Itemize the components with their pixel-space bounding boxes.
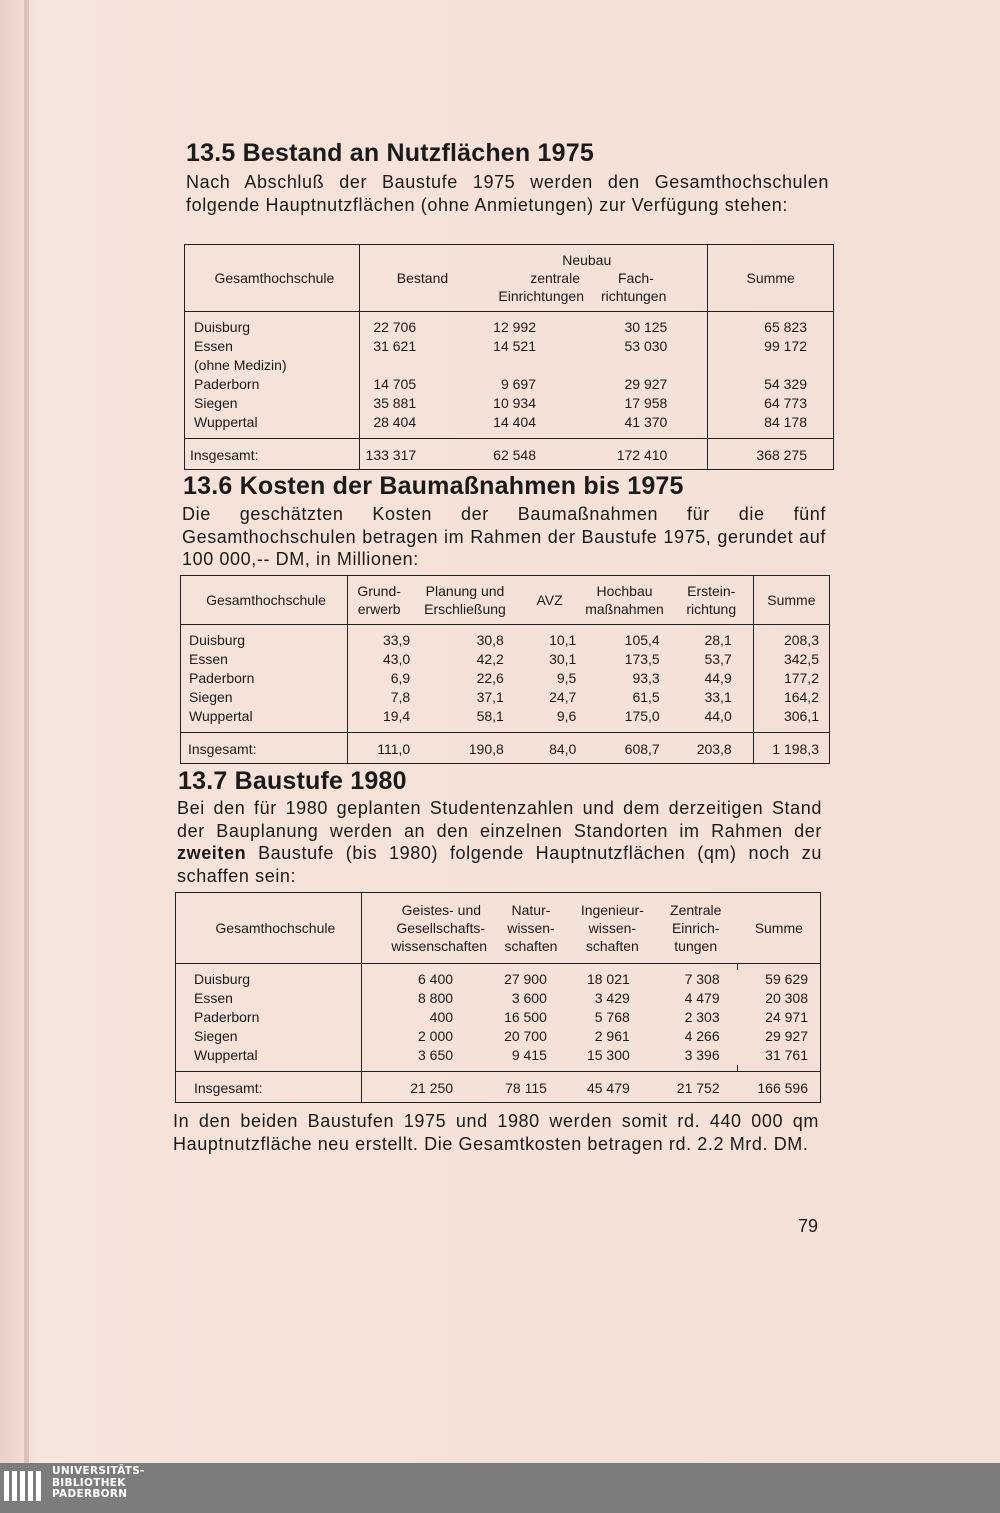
cell-hochbau: 173,5 <box>624 651 660 667</box>
cell-summe: 84 178 <box>708 413 834 432</box>
col-ersteinrichtung-line2: richtung <box>670 600 754 625</box>
col-summe: Summe <box>708 245 834 312</box>
cell-planung: 30,8 <box>476 632 504 648</box>
intro-bold-zweiten: zweiten <box>177 843 247 863</box>
cell-gesamthochschule: Siegen <box>194 1028 238 1044</box>
library-line1: UNIVERSITÄTS- <box>52 1465 145 1477</box>
cell-avz: 9,6 <box>556 708 577 724</box>
cell-avz: 24,7 <box>549 689 577 705</box>
col-zentrale-line2: Einrich- <box>671 920 720 936</box>
total-label: Insgesamt: <box>185 439 360 470</box>
cell-hochbau: 175,0 <box>624 708 660 724</box>
cell-fach: 53 030 <box>624 338 668 354</box>
cell-grunderwerb: 6,9 <box>348 669 411 688</box>
col-planung-line2: Erschließung <box>410 600 520 625</box>
cell-gesamthochschule: Wuppertal <box>194 414 258 430</box>
cell-gesamthochschule: Essen <box>194 338 233 354</box>
cell-grunderwerb: 7,8 <box>348 688 411 707</box>
total-hoch: 608,7 <box>579 733 669 764</box>
table-row <box>181 669 830 688</box>
cell-ingenieur: 2 961 <box>594 1028 630 1044</box>
cell-summe: 99 172 <box>708 337 834 356</box>
col-gesamthochschule: Gesamthochschule <box>181 576 348 625</box>
library-line3: PADERBORN <box>52 1488 128 1500</box>
cell-summe: 177,2 <box>753 669 829 688</box>
cell-ingenieur: 15 300 <box>586 1047 630 1063</box>
total-ing: 45 479 <box>571 1072 654 1103</box>
table-row <box>176 1046 821 1065</box>
cell-natur: 3 600 <box>511 990 547 1006</box>
table-row <box>185 413 834 432</box>
cell-zentrale: 12 992 <box>493 319 536 335</box>
total-erst: 203,8 <box>670 733 754 764</box>
col-natur-line1: Natur- <box>511 902 551 918</box>
col-ersteinrichtung-line1: Erstein- <box>687 583 736 599</box>
col-geistes-line2: Gesellschafts- <box>361 919 491 937</box>
cell-ersteinrichtung: 44,9 <box>704 670 732 686</box>
table-row <box>181 650 830 669</box>
cell-zentrale: 9 697 <box>500 376 536 392</box>
total-zentrale: 62 548 <box>466 439 588 470</box>
cell-bestand <box>359 356 466 375</box>
section-13-5-intro: Nach Abschluß der Baustufe 1975 werden den Gesamthochschulen folgende Hauptnutzflächen (ohne Anmietungen) zur Verfügung stehen: <box>186 172 829 215</box>
col-ingenieur-line1: Ingenieur- <box>580 902 644 918</box>
cell-bestand: 14 705 <box>359 375 466 394</box>
cell-fach: 41 370 <box>624 414 668 430</box>
cell-summe: 31 761 <box>765 1047 808 1063</box>
cell-zentrale: 10 934 <box>493 395 536 411</box>
col-hochbau-line1: Hochbau <box>596 583 653 599</box>
col-hochbau-line2: maßnahmen <box>579 600 669 625</box>
total-avz: 84,0 <box>520 733 580 764</box>
cell-fach <box>588 356 708 375</box>
cell-zentrale: 4 266 <box>684 1028 720 1044</box>
cell-natur: 16 500 <box>504 1009 547 1025</box>
table-13-5-floor-space <box>184 244 834 470</box>
total-grund: 111,0 <box>348 733 411 764</box>
total-summe: 1 198,3 <box>753 733 829 764</box>
cell-ersteinrichtung: 44,0 <box>704 708 732 724</box>
cell-fach: 17 958 <box>624 395 668 411</box>
cell-ingenieur: 18 021 <box>586 971 630 987</box>
cell-summe: 20 308 <box>765 990 808 1006</box>
col-zentrale-line2: Einrichtungen <box>466 287 588 312</box>
total-summe: 166 596 <box>738 1072 821 1103</box>
table-row <box>185 356 834 375</box>
table-row <box>176 989 821 1008</box>
section-13-7-intro <box>177 797 822 887</box>
total-summe: 368 275 <box>708 439 834 470</box>
section-13-7-heading: 13.7 Baustufe 1980 <box>178 767 407 795</box>
cell-summe: 64 773 <box>708 394 834 413</box>
cell-summe: 164,2 <box>753 688 829 707</box>
total-bestand: 133 317 <box>359 439 466 470</box>
total-label: Insgesamt: <box>181 733 348 764</box>
cell-ersteinrichtung: 28,1 <box>704 632 732 648</box>
cell-summe <box>708 356 834 375</box>
col-avz: AVZ <box>520 576 580 625</box>
table-row <box>181 631 830 650</box>
table-total-row <box>176 1072 821 1103</box>
cell-gesamthochschule: Siegen <box>189 689 233 705</box>
cell-gesamthochschule: Essen <box>194 990 233 1006</box>
col-natur-line2: wissen- <box>507 920 555 936</box>
table-row <box>176 1008 821 1027</box>
col-zentrale-line3: tungen <box>654 937 738 964</box>
cell-gesamthochschule: Duisburg <box>194 971 251 987</box>
col-zentrale-line1: zentrale <box>530 270 580 286</box>
total-zent: 21 752 <box>654 1072 738 1103</box>
cell-geistes: 2 000 <box>361 1027 491 1046</box>
cell-zentrale: 14 521 <box>493 338 536 354</box>
col-gesamthochschule: Gesamthochschule <box>176 893 362 964</box>
cell-ingenieur: 3 429 <box>594 990 630 1006</box>
cell-summe: 208,3 <box>753 631 829 650</box>
cell-grunderwerb: 43,0 <box>348 650 411 669</box>
cell-bestand: 22 706 <box>359 318 466 337</box>
section-13-5-heading: 13.5 Bestand an Nutzflächen 1975 <box>186 139 594 167</box>
cell-bestand: 28 404 <box>359 413 466 432</box>
cell-summe: 65 823 <box>708 318 834 337</box>
cell-gesamthochschule: Paderborn <box>194 376 260 392</box>
cell-summe: 29 927 <box>765 1028 808 1044</box>
cell-summe: 59 629 <box>765 971 808 987</box>
section-13-6-intro: Die geschätzten Kosten der Baumaßnahmen für die fünf Gesamthochschulen betragen im Rahmen der Baustufe 1975, gerundet auf 100 000,-- DM, in Millionen: <box>182 504 826 569</box>
col-planung-line1: Planung und <box>425 583 505 599</box>
cell-zentrale: 3 396 <box>684 1047 720 1063</box>
cell-geistes: 400 <box>361 1008 491 1027</box>
total-plan: 190,8 <box>410 733 520 764</box>
col-geistes-line1: Geistes- und <box>361 893 491 920</box>
cell-gesamthochschule: (ohne Medizin) <box>194 357 287 373</box>
intro-part-b: Baustufe (bis 1980) folgende Hauptnutzflächen (qm) noch zu schaffen sein: <box>177 843 822 886</box>
cell-natur: 20 700 <box>504 1028 547 1044</box>
library-logo-text <box>52 1466 145 1501</box>
cell-ersteinrichtung: 33,1 <box>704 689 732 705</box>
cell-avz: 30,1 <box>549 651 577 667</box>
library-footer-bar <box>0 1463 1000 1513</box>
total-label: Insgesamt: <box>176 1072 362 1103</box>
cell-summe: 306,1 <box>753 707 829 726</box>
cell-grunderwerb: 19,4 <box>348 707 411 726</box>
cell-fach: 30 125 <box>624 319 668 335</box>
table-row <box>185 394 834 413</box>
col-grunderwerb-line2: erwerb <box>348 600 411 625</box>
cell-planung: 58,1 <box>476 708 504 724</box>
col-bestand: Bestand <box>359 245 466 312</box>
cell-natur: 27 900 <box>504 971 547 987</box>
page-gutter <box>24 0 29 1463</box>
total-natur: 78 115 <box>491 1072 571 1103</box>
cell-avz: 10,1 <box>549 632 577 648</box>
col-ingenieur-line3: schaften <box>571 937 654 964</box>
cell-avz: 9,5 <box>556 670 577 686</box>
cell-gesamthochschule: Paderborn <box>194 1009 260 1025</box>
cell-gesamthochschule: Essen <box>189 651 228 667</box>
cell-zentrale: 14 404 <box>493 414 536 430</box>
table-total-row <box>185 439 834 470</box>
col-fach-line1: Fach- <box>618 270 654 286</box>
cell-summe: 54 329 <box>708 375 834 394</box>
cell-geistes: 6 400 <box>361 970 491 989</box>
table-13-7-baustufe-1980 <box>175 892 821 1103</box>
cell-gesamthochschule: Duisburg <box>194 319 251 335</box>
col-fach-line2: richtungen <box>588 287 708 312</box>
col-neubau: Neubau <box>562 252 612 268</box>
cell-gesamthochschule: Wuppertal <box>189 708 253 724</box>
total-geist: 21 250 <box>361 1072 491 1103</box>
cell-geistes: 8 800 <box>361 989 491 1008</box>
col-summe: Summe <box>738 893 821 964</box>
cell-planung: 22,6 <box>476 670 504 686</box>
cell-fach: 29 927 <box>624 376 668 392</box>
col-grunderwerb-line1: Grund- <box>348 576 411 601</box>
table-row <box>185 375 834 394</box>
col-gesamthochschule: Gesamthochschule <box>185 245 360 312</box>
section-13-6-heading: 13.6 Kosten der Baumaßnahmen bis 1975 <box>183 472 684 500</box>
cell-zentrale: 2 303 <box>684 1009 720 1025</box>
cell-gesamthochschule: Wuppertal <box>194 1047 258 1063</box>
total-fach: 172 410 <box>588 439 708 470</box>
cell-zentrale: 7 308 <box>684 971 720 987</box>
col-summe: Summe <box>753 576 829 625</box>
cell-gesamthochschule: Duisburg <box>189 632 246 648</box>
cell-gesamthochschule: Siegen <box>194 395 238 411</box>
cell-zentrale: 4 479 <box>684 990 720 1006</box>
cell-natur: 9 415 <box>511 1047 547 1063</box>
cell-zentrale <box>466 356 588 375</box>
cell-summe: 342,5 <box>753 650 829 669</box>
col-geistes-line3: wissenschaften <box>361 937 491 964</box>
table-total-row <box>181 733 830 764</box>
table-row <box>176 1027 821 1046</box>
cell-planung: 42,2 <box>476 651 504 667</box>
cell-planung: 37,1 <box>476 689 504 705</box>
table-row <box>176 970 821 989</box>
cell-bestand: 31 621 <box>359 337 466 356</box>
cell-hochbau: 93,3 <box>632 670 660 686</box>
closing-paragraph: In den beiden Baustufen 1975 und 1980 werden somit rd. 440 000 qm Hauptnutzfläche neu erstellt. Die Gesamtkosten betragen rd. 2.2 Mrd. DM. <box>173 1111 819 1154</box>
cell-grunderwerb: 33,9 <box>348 631 411 650</box>
table-row <box>185 318 834 337</box>
cell-bestand: 35 881 <box>359 394 466 413</box>
cell-geistes: 3 650 <box>361 1046 491 1065</box>
col-ingenieur-line2: wissen- <box>588 920 637 936</box>
col-zentrale-line1: Zentrale <box>670 902 722 918</box>
cell-hochbau: 105,4 <box>624 632 660 648</box>
cell-gesamthochschule: Paderborn <box>189 670 255 686</box>
page-number: 79 <box>798 1216 819 1236</box>
cell-hochbau: 61,5 <box>632 689 660 705</box>
cell-ersteinrichtung: 53,7 <box>704 651 732 667</box>
cell-summe: 24 971 <box>765 1009 808 1025</box>
library-logo-icon <box>4 1471 41 1501</box>
intro-part-a: Bei den für 1980 geplanten Studentenzahlen und dem derzeitigen Stand der Bauplanung werden an den einzelnen Standorten im Rahmen der <box>177 798 822 841</box>
table-row <box>185 337 834 356</box>
library-line2: BIBLIOTHEK <box>52 1476 126 1489</box>
col-natur-line3: schaften <box>491 937 571 964</box>
cell-ingenieur: 5 768 <box>594 1009 630 1025</box>
table-13-6-costs <box>180 575 830 764</box>
table-row <box>181 707 830 726</box>
table-row <box>181 688 830 707</box>
